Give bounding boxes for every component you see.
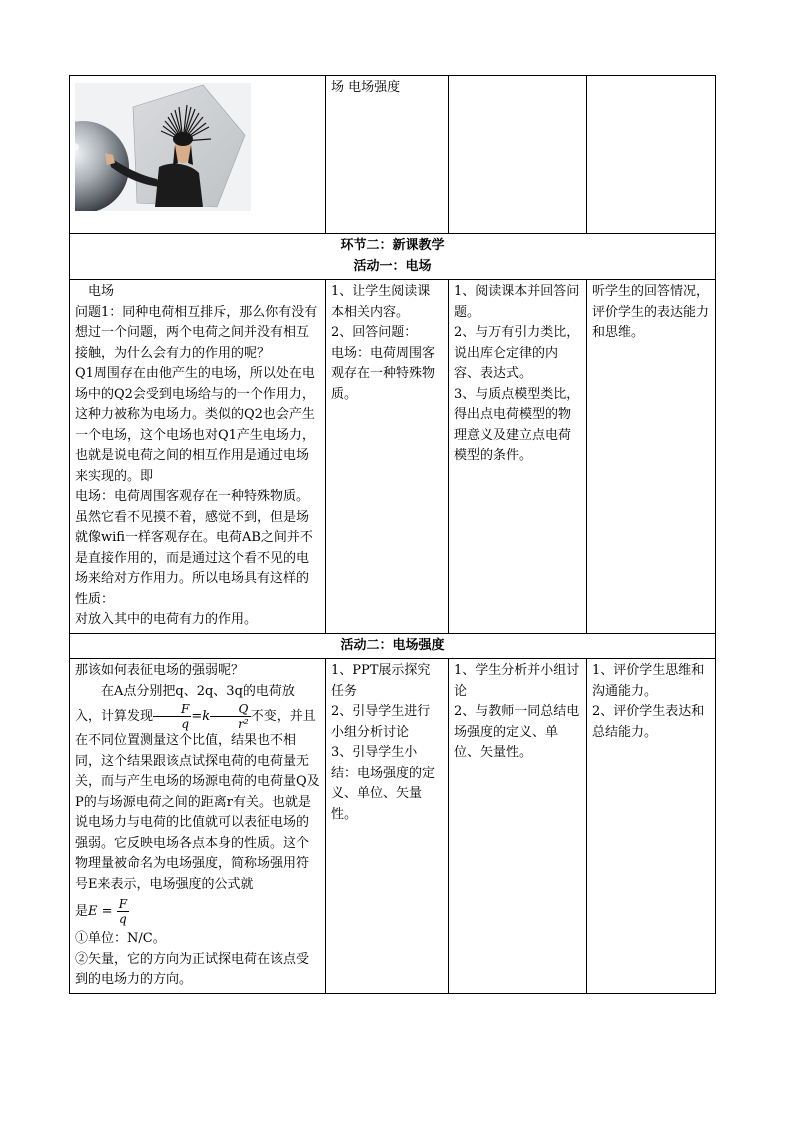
top-row bbox=[70, 76, 716, 234]
activity2-col4-item-2: 2、评价学生表达和总结能力。 bbox=[592, 704, 705, 740]
lesson-plan-table bbox=[69, 75, 716, 994]
activity1-col4-item-1: 听学生的回答情况，评价学生的表达能力和思维。 bbox=[592, 284, 710, 340]
field-strength-unit: ①单位：N/C。 bbox=[75, 931, 166, 946]
equals-sign: = bbox=[191, 709, 203, 724]
activity1-col2-item-2: 2、回答问题： bbox=[331, 325, 418, 340]
activity2-paragraph-rest: 不变，并且在不同位置测量这个比值，结果也不相同，这个结果跟该点试探电荷的电荷量无关，而与产生电场的场源电荷的电荷量Q及P的与场源电荷之间的距离r有关。也就是说电场力与电荷的比值就可以表征电场的强弱。它反映电场各点本身的性质。这个物理量被命名为电场强度，简称场强用符号E来表示，电场强度的公式就 bbox=[75, 709, 320, 892]
activity2-col3-item-2: 2、与教师一同总结电场强度的定义、单位、矢量性。 bbox=[454, 704, 580, 760]
activity1-question: 问题1：同种电荷相互排斥，那么你有没有想过一个问题，两个电荷之间并没有相互接触，为什么会有力的作用的呢？ bbox=[75, 304, 318, 361]
activity1-teacher-content bbox=[70, 280, 326, 634]
activity2-evaluation bbox=[587, 659, 716, 994]
activity2-col2-item-1: 1、PPT展示探究任务 bbox=[331, 663, 431, 699]
field-strength-formula bbox=[75, 895, 320, 929]
coulomb-constant-k: k bbox=[202, 709, 211, 724]
activity2-col3-item-1: 1、学生分析并小组讨论 bbox=[454, 663, 580, 699]
fraction-numerator-q: Q bbox=[210, 702, 251, 717]
field-strength-vector: ②矢量，它的方向为正试探电荷在该点受到的电场力的方向。 bbox=[75, 951, 310, 987]
activity1-definition: 电场：电荷周围客观存在一种特殊物质。虽然它看不见摸不着，感觉不到，但是场就像wifi一样客观存在。电荷AB之间并不是直接作用的，而是通过这个看不见的电场来给对方作用力。所以电场具有这样的性质： bbox=[75, 489, 313, 607]
activity1-property: 对放入其中的电荷有力的作用。 bbox=[75, 612, 258, 627]
e-formula-fraction bbox=[117, 897, 129, 926]
activity1-student-activity bbox=[449, 280, 587, 634]
activity1-row bbox=[70, 280, 716, 634]
fraction-numerator-f: F bbox=[153, 702, 191, 717]
activity1-title: 活动一：电场 bbox=[353, 258, 432, 274]
lesson-plan-page bbox=[69, 75, 715, 994]
activity1-teacher-activity bbox=[326, 280, 449, 634]
activity1-col3-item-1: 1、阅读课本并回答问题。 bbox=[454, 284, 580, 320]
formula-lead-text: 是 bbox=[75, 904, 89, 919]
symbol-e: E bbox=[88, 904, 98, 919]
q-over-r-squared-fraction bbox=[210, 702, 251, 731]
person-touching-van-de-graaff-sphere-photo bbox=[75, 83, 251, 211]
f-over-q-fraction bbox=[153, 702, 191, 731]
activity2-teacher-content bbox=[70, 659, 326, 994]
photo-illustration bbox=[75, 83, 251, 211]
activity2-question: 那该如何表征电场的强弱呢？ bbox=[75, 663, 245, 678]
activity2-row bbox=[70, 659, 716, 994]
fraction-denominator-r-squared: r² bbox=[238, 717, 249, 731]
activity2-col2-item-3: 3、引导学生小结：电场强度的定义、单位、矢量性。 bbox=[331, 745, 436, 822]
top-row-col4 bbox=[587, 76, 716, 234]
activity1-evaluation bbox=[587, 280, 716, 634]
activity2-title: 活动二：电场强度 bbox=[70, 633, 716, 659]
activity1-col2-item-3: 电场：电荷周围客观存在一种特殊物质。 bbox=[331, 345, 436, 402]
top-row-col3 bbox=[449, 76, 587, 234]
activity1-heading: 电场 bbox=[88, 284, 115, 299]
photo-cell bbox=[70, 76, 326, 234]
activity1-col3-item-2: 2、与万有引力类比，说出库仑定律的内容、表达式。 bbox=[454, 325, 580, 381]
e-fraction-numerator: F bbox=[118, 897, 128, 911]
activity2-col2-item-2: 2、引导学生进行小组分析讨论 bbox=[331, 704, 431, 740]
activity1-col3-item-3: 3、与质点模型类比，得出点电荷模型的物理意义及建立点电荷模型的条件。 bbox=[454, 386, 580, 463]
section2-title: 环节二：新课教学 bbox=[340, 238, 445, 253]
top-row-col2 bbox=[326, 76, 449, 234]
activity2-header-row bbox=[70, 633, 716, 659]
activity1-col2-item-1: 1、让学生阅读课本相关内容。 bbox=[331, 284, 431, 320]
activity2-col4-item-1: 1、评价学生思维和沟通能力。 bbox=[592, 663, 705, 699]
activity2-teacher-activity bbox=[326, 659, 449, 994]
top-row-col2-text: 场 电场强度 bbox=[331, 80, 401, 95]
activity1-explanation: Q1周围存在由他产生的电场，所以处在电场中的Q2会受到电场给与的一个作用力，这种力被称为电场力。类似的Q2也会产生一个电场，这个电场也对Q1产生电场力，也就是说电荷之间的相互作用是通过电场来实现的。即 bbox=[75, 366, 315, 484]
section2-header-row bbox=[70, 234, 716, 280]
fraction-denominator-q: q bbox=[181, 717, 190, 731]
formula-equals: = bbox=[101, 904, 113, 919]
e-fraction-denominator: q bbox=[119, 912, 127, 926]
activity2-paragraph bbox=[75, 682, 320, 896]
activity2-paragraph-start: 在A点分别把q、2q、3q的电荷放入，计算发现 bbox=[75, 683, 295, 724]
activity2-student-activity bbox=[449, 659, 587, 994]
section2-header bbox=[70, 234, 716, 280]
